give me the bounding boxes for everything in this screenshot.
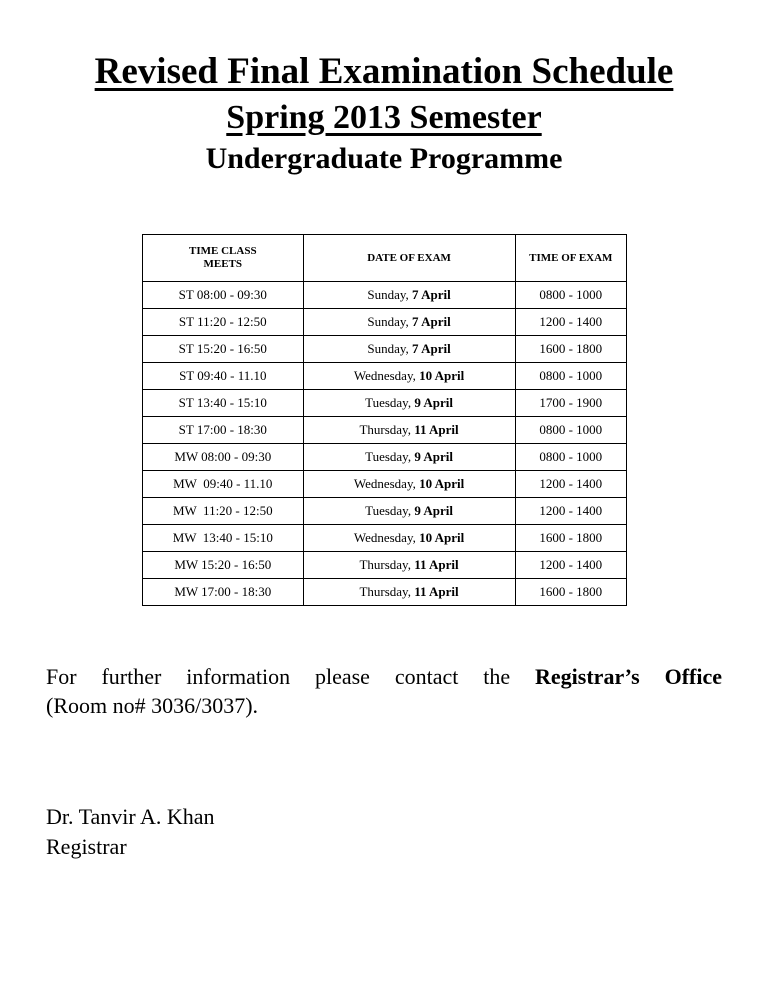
exam-day: Thursday, [359, 557, 411, 572]
exam-date: 7 April [412, 314, 451, 329]
table-row [143, 525, 627, 552]
registrar-office-name-2: Office [664, 664, 722, 689]
contact-word: information [186, 664, 291, 689]
exam-day: Wednesday, [353, 530, 416, 545]
exam-time-cell: 1200 - 1400 [515, 309, 626, 336]
table-body [143, 282, 627, 606]
table-row [143, 390, 627, 417]
exam-day: Wednesday, [353, 368, 416, 383]
class-time-cell: ST 09:40 - 11.10 [143, 363, 304, 390]
contact-word: the [483, 664, 511, 689]
exam-day: Thursday, [359, 422, 411, 437]
table-row [143, 282, 627, 309]
exam-date: 10 April [419, 530, 465, 545]
exam-date-cell [303, 471, 515, 498]
exam-date: 11 April [414, 422, 459, 437]
exam-date-cell [303, 363, 515, 390]
exam-date: 9 April [414, 449, 453, 464]
contact-paragraph [46, 662, 722, 720]
header-time-class-meets [143, 235, 304, 282]
class-time-cell: ST 11:20 - 12:50 [143, 309, 304, 336]
document-title-text: Revised Final Examination Schedule [94, 51, 674, 92]
class-time-cell: MW 13:40 - 15:10 [143, 525, 304, 552]
contact-line-1 [46, 662, 722, 691]
table-row [143, 552, 627, 579]
contact-word: further [101, 664, 162, 689]
exam-day: Thursday, [359, 584, 411, 599]
table-row [143, 363, 627, 390]
table-row [143, 336, 627, 363]
contact-word: please [314, 664, 370, 689]
exam-time-cell: 0800 - 1000 [515, 282, 626, 309]
signature-block [46, 802, 215, 862]
exam-time-cell: 1200 - 1400 [515, 471, 626, 498]
header-time-class-line1: TIME CLASS [189, 245, 257, 257]
exam-day: Sunday, [367, 287, 409, 302]
exam-time-cell: 1200 - 1400 [515, 498, 626, 525]
exam-time-cell: 0800 - 1000 [515, 417, 626, 444]
registrar-office-name: Registrar’s [535, 664, 640, 689]
class-time-cell: MW 15:20 - 16:50 [143, 552, 304, 579]
exam-time-cell: 1600 - 1800 [515, 579, 626, 606]
table-row [143, 444, 627, 471]
header-date-of-exam: DATE OF EXAM [303, 235, 515, 282]
header-time-of-exam: TIME OF EXAM [515, 235, 626, 282]
exam-day: Sunday, [367, 341, 409, 356]
exam-time-cell: 0800 - 1000 [515, 363, 626, 390]
exam-date-cell [303, 282, 515, 309]
class-time-cell: ST 15:20 - 16:50 [143, 336, 304, 363]
table-row [143, 417, 627, 444]
semester-title-text: Spring 2013 Semester [226, 99, 542, 136]
exam-date-cell [303, 579, 515, 606]
exam-date: 10 April [419, 368, 465, 383]
table-row [143, 471, 627, 498]
exam-date-cell [303, 525, 515, 552]
table-header-row [143, 235, 627, 282]
class-time-cell: ST 13:40 - 15:10 [143, 390, 304, 417]
programme-title: Undergraduate Programme [205, 142, 563, 175]
class-time-cell: MW 08:00 - 09:30 [143, 444, 304, 471]
exam-day: Sunday, [367, 314, 409, 329]
table-row [143, 498, 627, 525]
exam-date-cell [303, 417, 515, 444]
exam-time-cell: 1600 - 1800 [515, 525, 626, 552]
exam-date: 11 April [414, 584, 459, 599]
room-number: (Room no# 3036/3037). [46, 693, 259, 718]
contact-word: For [46, 664, 77, 689]
class-time-cell: MW 11:20 - 12:50 [143, 498, 304, 525]
exam-date-cell [303, 390, 515, 417]
exam-time-cell: 1600 - 1800 [515, 336, 626, 363]
semester-title [0, 98, 768, 138]
exam-time-cell: 0800 - 1000 [515, 444, 626, 471]
table-row [143, 309, 627, 336]
document-title [0, 50, 768, 94]
exam-schedule-table [142, 234, 627, 606]
exam-date: 9 April [414, 395, 453, 410]
exam-time-cell: 1200 - 1400 [515, 552, 626, 579]
exam-date: 10 April [419, 476, 465, 491]
exam-day: Tuesday, [365, 503, 412, 518]
header-time-class-line2: MEETS [203, 258, 243, 270]
exam-date-cell [303, 498, 515, 525]
exam-date-cell [303, 336, 515, 363]
signer-role: Registrar [46, 834, 127, 859]
class-time-cell: ST 08:00 - 09:30 [143, 282, 304, 309]
exam-date: 11 April [414, 557, 459, 572]
exam-date: 7 April [412, 341, 451, 356]
contact-word: contact [394, 664, 459, 689]
exam-date-cell [303, 552, 515, 579]
exam-day: Wednesday, [353, 476, 416, 491]
exam-day: Tuesday, [365, 395, 412, 410]
class-time-cell: MW 17:00 - 18:30 [143, 579, 304, 606]
table-row [143, 579, 627, 606]
exam-date-cell [303, 444, 515, 471]
signer-name: Dr. Tanvir A. Khan [46, 804, 215, 829]
class-time-cell: ST 17:00 - 18:30 [143, 417, 304, 444]
exam-date: 7 April [412, 287, 451, 302]
exam-date-cell [303, 309, 515, 336]
exam-time-cell: 1700 - 1900 [515, 390, 626, 417]
exam-day: Tuesday, [365, 449, 412, 464]
exam-date: 9 April [414, 503, 453, 518]
class-time-cell: MW 09:40 - 11.10 [143, 471, 304, 498]
